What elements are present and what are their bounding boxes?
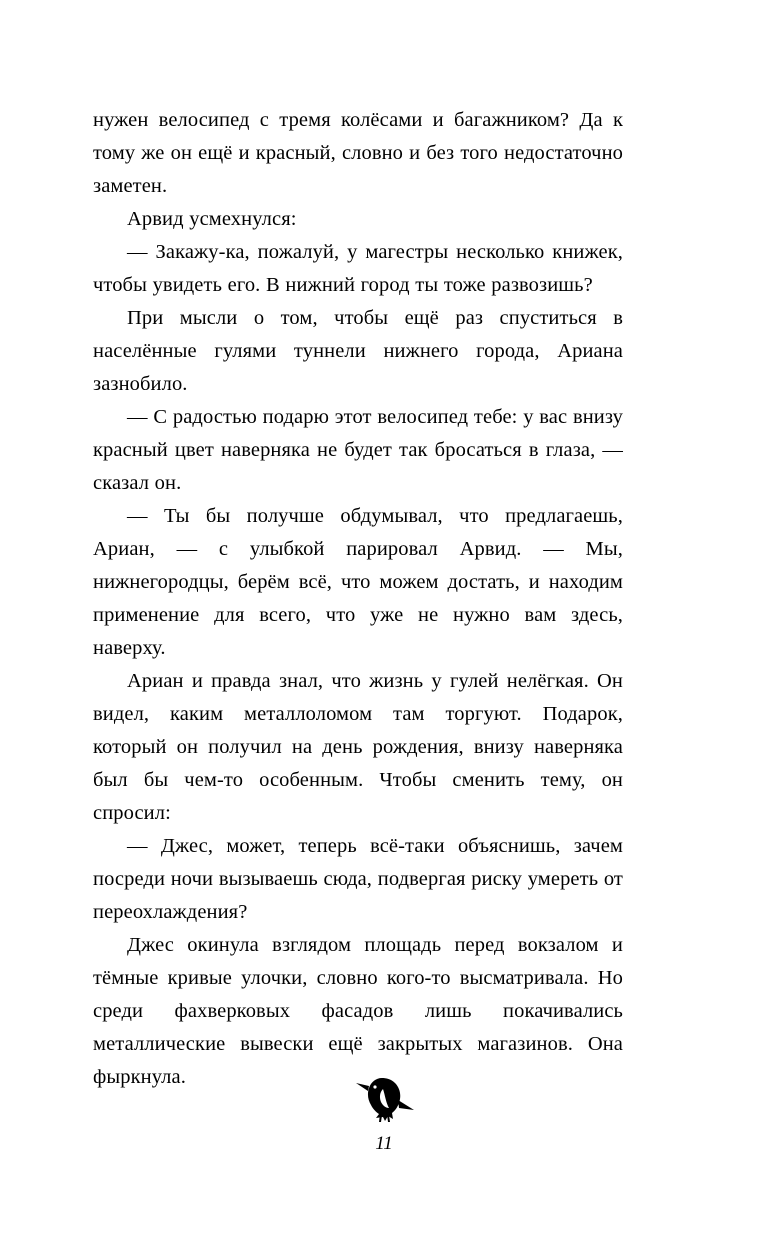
paragraph: — Ты бы получше обдумывал, что предлагаешь, Ариан, — с улыбкой парировал Арвид. — Мы, нижнегородцы, берём всё, что можем достать, и находим применение для всего, что уже не нужно вам здесь, наверху. (93, 505, 623, 659)
page-number: 11 (375, 1133, 393, 1154)
raven-bird-ornament-icon (352, 1111, 416, 1128)
page-body-text (93, 104, 623, 1094)
paragraph: Арвид усмехнулся: (127, 208, 297, 230)
paragraph: — Джес, может, теперь всё-таки объяснишь, зачем посреди ночи вызываешь сюда, подвергая риску умереть от переохлаждения? (93, 835, 623, 923)
page-ornament (0, 1072, 768, 1129)
paragraph: При мысли о том, чтобы ещё раз спуститься в населённые гулями туннели нижнего города, Ариана зазнобило. (93, 307, 623, 395)
paragraph: — С радостью подарю этот велосипед тебе: у вас внизу красный цвет наверняка не будет так бросаться в глаза, — сказал он. (93, 406, 623, 494)
paragraph: Джес окинула взглядом площадь перед вокзалом и тёмные кривые улочки, словно кого-то высматривала. Но среди фахверковых фасадов лишь покачивались металлические вывески ещё закрытых магазинов. Она фыркнула. (93, 934, 623, 1088)
paragraph: Ариан и правда знал, что жизнь у гулей нелёгкая. Он видел, каким металлоломом там торгуют. Подарок, который он получил на день рождения, внизу наверняка был бы чем-то особенным. Чтобы сменить тему, он спросил: (93, 670, 623, 824)
paragraph: — Закажу-ка, пожалуй, у магестры несколько книжек, чтобы увидеть его. В нижний город ты тоже развозишь? (93, 241, 623, 296)
paragraph: нужен велосипед с тремя колёсами и багажником? Да к тому же он ещё и красный, словно и без того недостаточно заметен. (93, 109, 623, 197)
